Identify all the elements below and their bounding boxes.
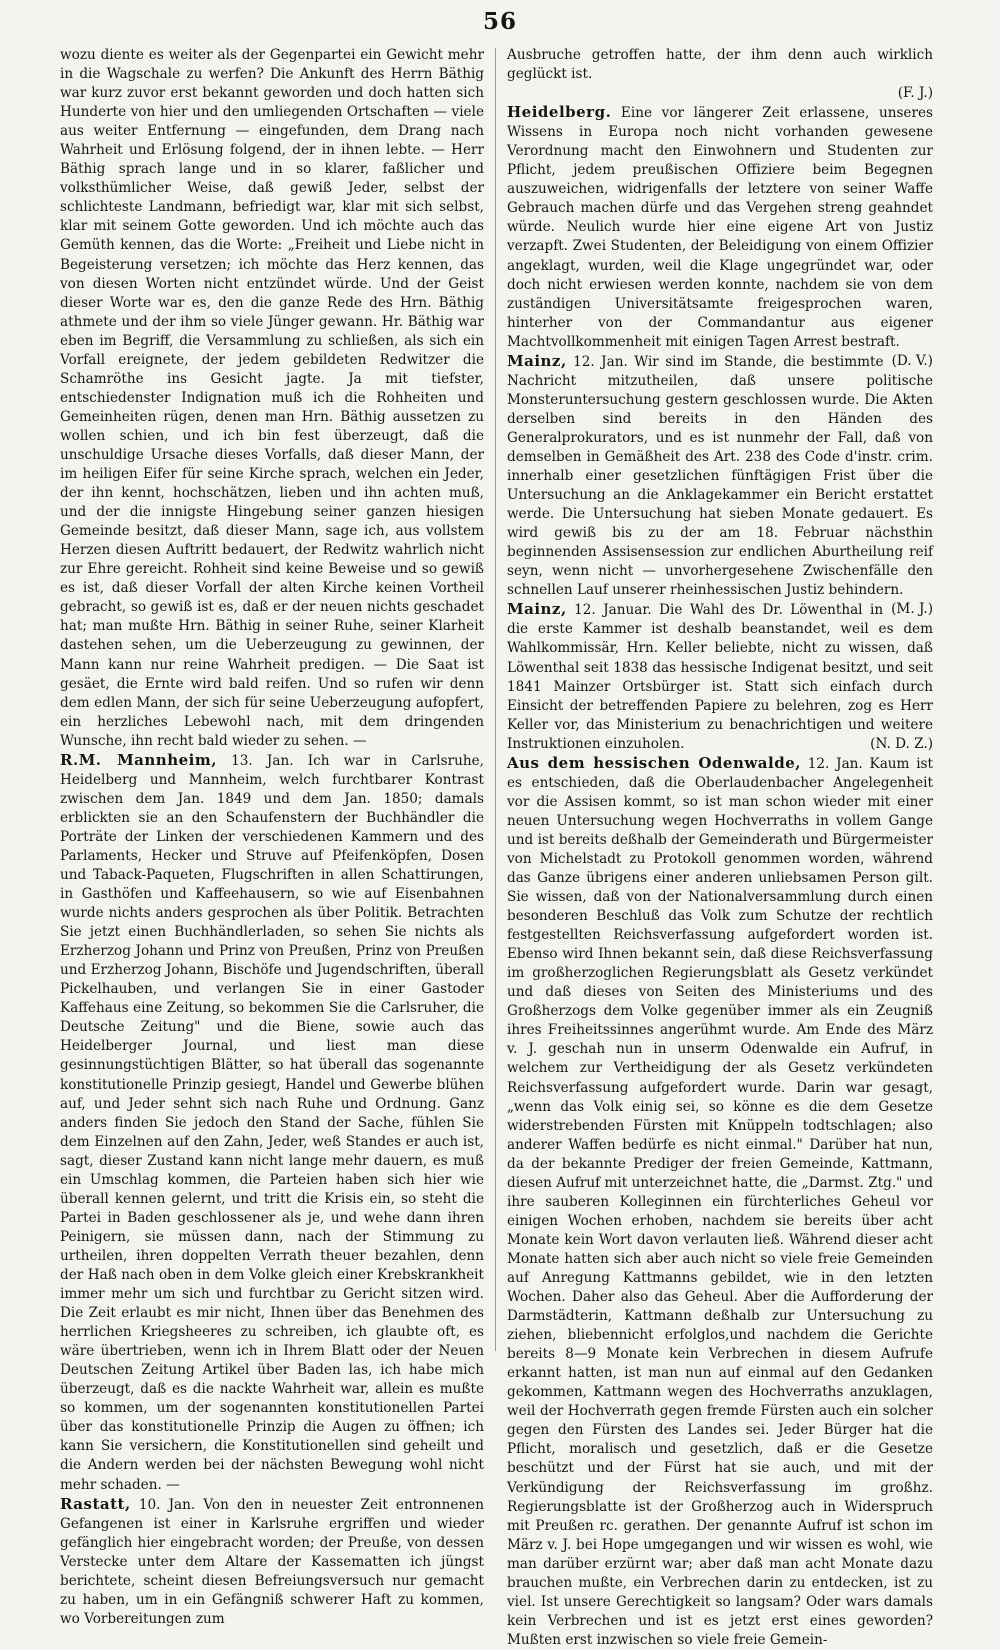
article-text: Ausbruche getroffen hatte, der ihm denn auch wirklich geglückt ist. xyxy=(507,47,933,83)
article-date: 13. Jan. xyxy=(216,752,294,769)
article-rastatt xyxy=(60,1495,484,1629)
article-place: R.M. Mannheim, xyxy=(60,750,217,769)
article-text: Ich war in Carlsruhe, Heidelberg und Mannheim, welch furchtbarer Kontrast zwischen dem Jan. 1849 und dem Jan. 1850; damals erblickten sie an den Schaufenstern der Buchhändler die Porträte der Linken der verschiedenen Kammern und des Parlaments, Hecker und Struve auf Pfeifenköpfen, Dosen und Taback-Paqueten, Flugschriften in allen Schattirungen, in Gasthöfen und Kaffeehausern, so wie auf Eisenbahnen wurde nichts anders gesprochen als über Politik. Betrachten Sie jetzt einen Buchhändlerladen, so sehen Sie nichts als Erzherzog Johann und Prinz von Preußen, Prinz von Preußen und Erzherzog Johann, Bischöfe und Jugendschriften, überall Pickelhauben, und verlangen Sie in einer Gastoder Kaffehaus eine Zeitung, so bekommen Sie die Carlsruher, die Deutsche Zeitung" und die Biene, sowie auch das Heidelberger Journal, und liest man diese gesinnungstüchtigen Blätter, so hat überall das sogenannte konstitutionelle Prinzip gesiegt, Handel und Gewerbe blühen auf, und Jeder sehnt sich nach Ruhe und Ordnung. Ganz anders finden Sie jedoch den Stand der Sache, fühlen Sie dem Einzelnen auf den Zahn, Jeder, weß Standes er auch ist, sagt, dieser Zustand kann nicht lange mehr dauern, es muß ein Umschlag kommen, die Parteien haben sich hier wie überall kennen gelernt, und tritt die Krisis ein, so steht die Partei in Baden geschlossener als je, und wehe dann ihren Peinigern, sie müssen dann, nach der Stimmung zu urtheilen, ihren doppelten Verrath theuer bezahlen, denn der Haß nach oben in dem Volke gleich einer Krebskrankheit immer mehr um sich und furchtbar zu Gericht sitzen wird. Die Zeit erlaubt es mir nicht, Ihnen über das Benehmen des herrlichen Kriegsheeres zu schreiben, ich glaubte oft, es wäre übertrieben, wenn ich in Ihrem Blatt oder der Neuen Deutschen Zeitung Artikel über Baden las, ich habe mich überzeugt, daß es die nackte Wahrheit war, allein es mußte so kommen, um der sogenannten konstitutionellen Partei über das konstitutionelle Prinzip die Augen zu öffnen; ich kann Sie versichern, die Konstitutionellen sind geheilt und die Andern werden bei der nächsten Bewegung wohl nicht mehr schaden. — xyxy=(60,752,484,1493)
article-text: Kaum ist es entschieden, daß die Oberlaudenbacher Angelegenheit vor die Assisen kommt, so ist man schon wieder mit einer neuen Untersuchung wegen Hochverraths in vollem Gange und ist bereits deßhalb der Gemeinderath und Bürgermeister von Michelstadt zu Protokoll genommen worden, während das Ganze übrigens einer anderen unliebsamen Person gilt. Sie wissen, daß von der Nationalversammlung durch einen besonderen Beschluß das Volk zum Schutze der rechtlich festgestellten Reichsverfassung aufgefordert worden ist. Ebenso wird Ihnen bekannt sein, daß diese Reichsverfassung im großherzoglichen Regierungsblatt als Gesetz verkündet und daß dieses von Seiten des Ministeriums und des Großherzogs dem Volke gegenüber immer als ein Zeugniß ihres Freiheitssinnes angerühmt wurde. Am Ende des März v. J. geschah nun in unserm Odenwalde ein Aufruf, in welchem zur Vertheidigung der als Gesetz verkündeten Reichsverfassung aufgefordert wurde. Darin war gesagt, „wenn das Volk einig sei, so könne es die dem Gesetze widerstrebenden Fürsten mit Knüppeln todtschlagen; also anderer Waffen bedürfe es nicht einmal." Darüber hat nun, da der bekannte Prediger der freien Gemeinde, Kattmann, diesen Aufruf mit unterzeichnet hatte, die „Darmst. Ztg." und ihre sauberen Kolleginnen ein fürchterliches Geheul vor einigen Wochen erhoben, nachdem sie bereits über acht Monate kein Wort davon verlauten ließ. Während dieser acht Monate hatten sich aber auch nicht so viele freie Gemeinden auf Anregung Kattmanns gebildet, wie in den letzten Wochen. Daher also das Geheul. Aber die Aufforderung der Darmstädterin, Kattmann deßhalb zur Untersuchung zu ziehen, bliebennicht erfolglos,und nachdem die Gerichte bereits 8—9 Monate kein Verbrechen in diesem Aufrufe erkannt hatten, ist man nun auf einmal auf den Gedanken gekommen, Kattmann wegen des Hochverraths anzuklagen, weil der Hochverrath gegen fremde Fürsten auch ein solcher gegen den Fürsten des Landes sei. Jeder Bürger hat die Pflicht, moralisch und gesetzlich, daß er die Gesetze beschützt und der Fürst hat sie auch, und mit der Verkündigung der Reichsverfassung im großhz. Regierungsblatte ist der Großherzog auch in Widerspruch mit Preußen rc. gerathen. Der genannte Aufruf ist schon im März v. J. bei Hope umgegangen und wir wissen es wohl, wie man darüber erzürnt war; aber daß man acht Monate dazu brauchen mußte, ein Verbrechen darin zu entdecken, ist zu viel. Ist unsere Gerechtigkeit so langsam? Oder wars damals kein Verbrechen und ist es jetzt erst eines geworden? Mußten erst inzwischen so viele freie Gemein- xyxy=(507,755,933,1648)
article-text: Die Wahl des Dr. Löwenthal in die erste Kammer ist deshalb beanstandet, weil es dem Wahlkommissär, Hrn. Keller beliebte, nicht zu wissen, daß Löwenthal seit 1838 das hessische Indigenat besitzt, und seit 1841 Mainzer Ortsbürger ist. Statt sich einfach durch Einsicht der betreffenden Papiere zu belehren, zog es Herr Keller vor, das Ministerium zu benachrichtigen und weitere Instruktionen einzuholen. xyxy=(507,602,933,752)
article-place: Heidelberg. xyxy=(507,103,612,122)
article-text: Wir sind im Stande, die bestimmte Nachricht mitzutheilen, daß unsere politische Monsteruntersuchung gestern geschlossen wurde. Die Akten derselben sind bereits in den Händen des Generalprokurators, und es ist nunmehr der Fall, daß von demselben in Gemäßheit des Art. 238 des Code d'instr. crim. innerhalb einer gesetzlichen fünftägigen Frist über die Untersuchung an die Anklagekammer ein Bericht erstattet werde. Die Untersuchung hat sieben Monate gedauert. Es wird gewiß bis zu der am 18. Februar nächsthin beginnenden Assisensession zur endlichen Aburtheilung reif seyn, wenn nicht — unvorhergesehene Zwischenfälle den schnellen Lauf unserer rheinhessischen Justiz behindern. xyxy=(507,353,933,599)
article-odenwald xyxy=(507,754,933,1650)
article-place: Rastatt, xyxy=(60,1494,131,1513)
article-date: 12. Januar. xyxy=(566,602,652,619)
right-intro-paragraph xyxy=(507,46,933,103)
article-place: Mainz, xyxy=(507,351,567,370)
article-source: (D. V.) xyxy=(891,352,933,369)
column-divider xyxy=(495,48,496,1351)
article-date: 10. Jan. xyxy=(130,1496,196,1513)
article-text: Eine vor längerer Zeit erlassene, unseres Wissens in Europa noch nicht vorhanden gewesene Verordnung macht den Einwohnern und Studenten zur Pflicht, jedem preußischen Offiziere beim Begegnen auszuweichen, widrigenfalls der letztere von seiner Waffe Gebrauch machen dürfe und das Vergehen streng geahndet würde. Neulich wurde hier eine eigene Art von Justiz verzapft. Zwei Studenten, der Beleidigung von einem Offizier angeklagt, wurden, weil die Klage ungegründet war, oder doch nicht erwiesen werden konnte, nachdem sie von dem zuständigen Universitätsamte freigesprochen waren, hinterher von der Commandantur aus eigener Machtvollkommenheit mit einigen Tagen Arrest bestraft. xyxy=(507,105,933,350)
article-mannheim xyxy=(60,751,484,1495)
article-source: (N. D. Z.) xyxy=(870,735,933,752)
left-column xyxy=(60,46,484,1627)
article-place: Mainz, xyxy=(507,600,567,619)
article-source: (M. J.) xyxy=(891,601,933,618)
article-text: Von den in neuester Zeit entronnenen Gefangenen ist einer in Karlsruhe ergriffen und wieder gefänglich hier eingebracht worden; der Preuße, von dessen Verstecke unter dem Altare der Kassematten ich jüngst berichtete, scheint diesen Befreiungsversuch nur gemacht zu haben, um in ein Gefängniß schwerer Haft zu kommen, wo Vorbereitungen zum xyxy=(60,1496,484,1627)
left-intro-paragraph: wozu diente es weiter als der Gegenpartei ein Gewicht mehr in die Wagschale zu werfen? Die Ankunft des Herrn Bäthig war kurz zuvor erst bekannt geworden und doch hatten sich Hunderte von hier und den umliegenden Ortschaften — viele aus weiter Entfernung — eingefunden, dem Drang nach Wahrheit und Erlösung folgend, der in ihnen lebte. — Herr Bäthig sprach lange und in so klarer, faßlicher und volksthümlicher Weise, daß gewiß Jeder, selbst der schlichteste Landmann, befriedigt war, klar mit sich selbst, klar mit seinem Gotte geworden. Und ich möchte auch das Gemüth kennen, das die Worte: „Freiheit und Liebe nicht in Begeisterung versetzen; ich möchte das Herz kennen, das von diesen Worten nicht entzündet würde. Und der Geist dieser Worte war es, den die ganze Rede des Hrn. Bäthig athmete und der ihm so viele Jünger gewann. Hr. Bäthig war eben im Begriff, die Versammlung zu schließen, als sich ein Vorfall ereignete, der jedem gebildeten Redwitzer die Schamröthe ins Gesicht jagte. Ja mit tiefster, entschiedenster Indignation muß ich die Rohheiten und Gemeinheiten rügen, denen man Hrn. Bäthig aussetzen zu wollen schien, und ich bin fest überzeugt, daß die unschuldige Ursache dieses Vorfalls, daß dieser Mann, der im heiligen Eifer für seine Kirche sprach, welchen ein Jeder, der ihn kennt, hochschätzen, lieben und ihn achten muß, und der die innigste Hingebung seiner ganzen hiesigen Gemeinde besitzt, daß dieser Mann, sage ich, aus vollstem Herzen diesen Auftritt bedauert, der Redwitz wahrlich nicht zur Ehre gereicht. Rohheit sind keine Beweise und so gewiß es ist, daß dieser Vorfall der alten Kirche keinen Vortheil gebracht, so gewiß ist es, daß er der neuen nichts geschadet hat; man mußte Hrn. Bäthig in seiner Ruhe, seiner Klarheit dastehen sehen, um die Ueberzeugung zu gewinnen, der Mann kann nur reine Wahrheit predigen. — Die Saat ist gesäet, die Ernte wird bald reifen. Und so rufen wir denn dem edlen Mann, der sich für seine Ueberzeugung aufopfert, ein herzliches Lebewohl nach, mit dem dringenden Wunsche, ihn recht bald wieder zu sehen. — xyxy=(60,47,484,749)
article-place: Aus dem hessischen Odenwalde, xyxy=(507,753,801,772)
right-column xyxy=(507,46,933,1648)
article-date: 12. Jan. xyxy=(800,755,863,772)
article-mainz-2 xyxy=(507,600,933,753)
article-date: 12. Jan. xyxy=(566,353,628,370)
page-number: 56 xyxy=(482,8,517,35)
article-source: (F. J.) xyxy=(897,85,933,102)
